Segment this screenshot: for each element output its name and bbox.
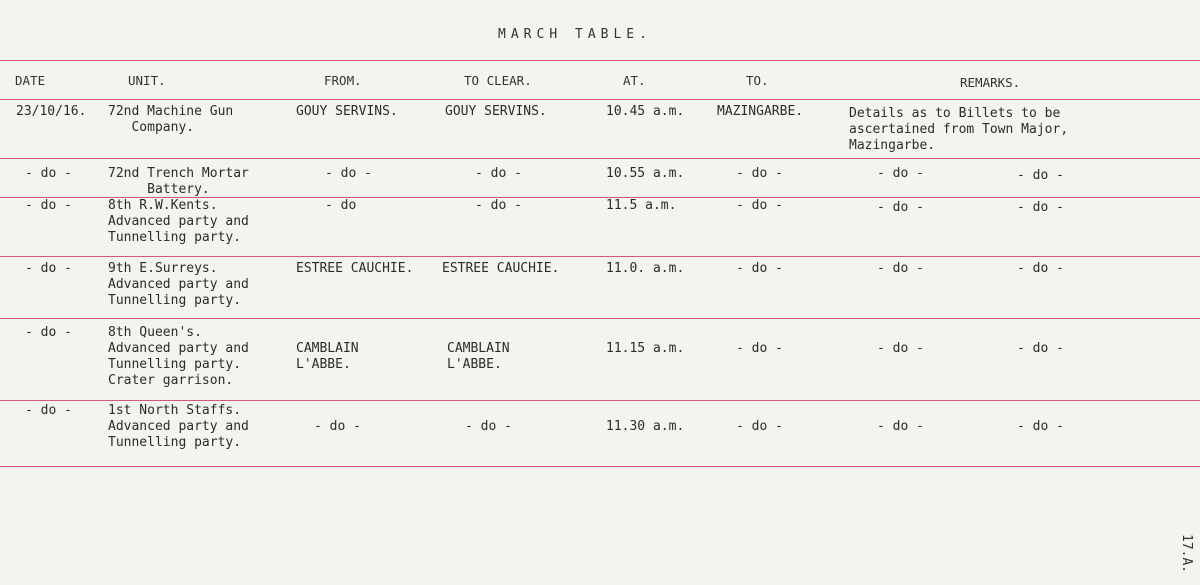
row-at: 10.55 a.m. <box>606 166 685 181</box>
row-unit: 8th Queen's. Advanced party and Tunnelling party. Crater garrison. <box>108 325 249 388</box>
header-unit: UNIT. <box>128 73 166 88</box>
row-remarks: - do - <box>877 341 924 356</box>
row-to-clear: CAMBLAIN L'ABBE. <box>447 341 510 372</box>
rule-header-bottom <box>0 99 1200 100</box>
row-remarks-extra: - do - <box>1017 341 1064 356</box>
row-remarks: Details as to Billets to be ascertained from Town Major, Mazingarbe. <box>849 106 1069 153</box>
page-number: 17.A. <box>1179 534 1194 574</box>
row-from: CAMBLAIN L'ABBE. <box>296 341 359 372</box>
rule-bottom <box>0 466 1200 467</box>
row-to: - do - <box>736 341 783 356</box>
row-unit: 72nd Machine Gun Company. <box>108 104 234 135</box>
row-divider <box>0 158 1200 159</box>
rule-top <box>0 60 1200 61</box>
row-at: 11.5 a.m. <box>606 198 677 213</box>
row-to: - do - <box>736 419 783 434</box>
row-remarks: - do - <box>877 261 924 276</box>
header-from: FROM. <box>324 73 362 88</box>
row-unit: 9th E.Surreys. Advanced party and Tunnelling party. <box>108 261 249 308</box>
row-unit: 72nd Trench Mortar Battery. <box>108 166 249 197</box>
row-date: - do - <box>25 325 72 340</box>
row-remarks-extra: - do - <box>1017 168 1064 183</box>
row-date: 23/10/16. <box>16 104 87 119</box>
row-divider <box>0 256 1200 257</box>
row-remarks: - do - <box>877 166 924 181</box>
header-date: DATE <box>15 73 46 88</box>
row-to-clear: - do - <box>475 198 522 213</box>
row-from: GOUY SERVINS. <box>296 104 398 119</box>
row-to: - do - <box>736 166 783 181</box>
row-to-clear: ESTREE CAUCHIE. <box>442 261 560 276</box>
row-from: - do - <box>314 419 361 434</box>
row-to: - do - <box>736 261 783 276</box>
row-date: - do - <box>25 261 72 276</box>
page-title: MARCH TABLE. <box>498 27 652 42</box>
row-from: - do <box>325 198 357 213</box>
row-to-clear: - do - <box>465 419 512 434</box>
row-remarks-extra: - do - <box>1017 200 1064 215</box>
row-to-clear: GOUY SERVINS. <box>445 104 547 119</box>
header-at: AT. <box>623 73 646 88</box>
header-remarks: REMARKS. <box>960 75 1021 90</box>
row-date: - do - <box>25 166 72 181</box>
row-from: ESTREE CAUCHIE. <box>296 261 414 276</box>
row-at: 11.30 a.m. <box>606 419 685 434</box>
row-date: - do - <box>25 403 72 418</box>
row-from: - do - <box>325 166 372 181</box>
row-to: MAZINGARBE. <box>717 104 804 119</box>
row-remarks-extra: - do - <box>1017 419 1064 434</box>
header-to-clear: TO CLEAR. <box>464 73 532 88</box>
row-remarks-extra: - do - <box>1017 261 1064 276</box>
row-at: 11.0. a.m. <box>606 261 685 276</box>
row-unit: 8th R.W.Kents. Advanced party and Tunnelling party. <box>108 198 249 245</box>
row-to: - do - <box>736 198 783 213</box>
header-to: TO. <box>746 73 769 88</box>
row-divider <box>0 318 1200 319</box>
row-date: - do - <box>25 198 72 213</box>
row-remarks: - do - <box>877 419 924 434</box>
row-remarks: - do - <box>877 200 924 215</box>
row-to-clear: - do - <box>475 166 522 181</box>
row-divider <box>0 400 1200 401</box>
row-at: 11.15 a.m. <box>606 341 685 356</box>
row-at: 10.45 a.m. <box>606 104 685 119</box>
row-unit: 1st North Staffs. Advanced party and Tunnelling party. <box>108 403 249 450</box>
